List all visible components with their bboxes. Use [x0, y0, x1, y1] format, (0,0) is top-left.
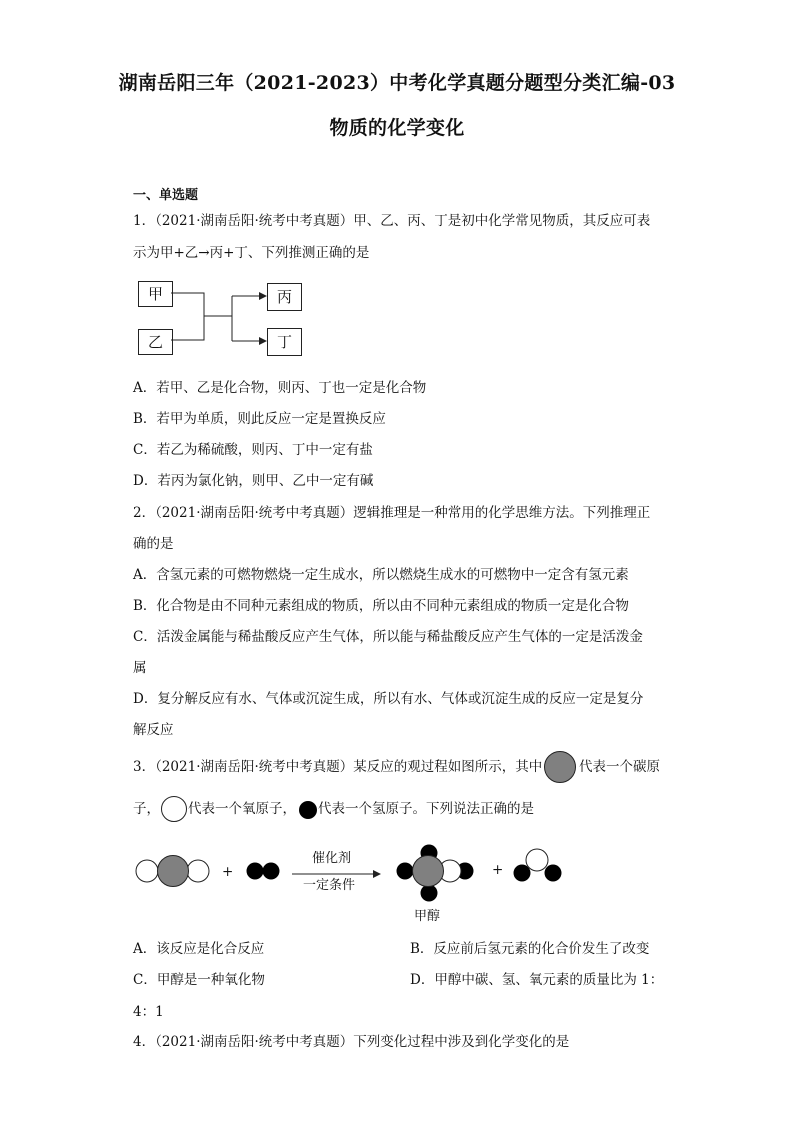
q1-stem-line2: 示为甲+乙→丙+丁、下列推测正确的是 [133, 245, 370, 261]
methanol-molecule [397, 845, 474, 902]
hydrogen-atom-icon [297, 799, 319, 821]
q3-option-d-line2: 4：1 [133, 1004, 164, 1020]
q3-option-c: C．甲醇是一种氧化物 [133, 972, 265, 988]
q3-option-d-line1: D．甲醇中碳、氢、氧元素的质量比为 1： [410, 972, 664, 988]
q2-option-b: B．化合物是由不同种元素组成的物质，所以由不同种元素组成的物质一定是化合物 [133, 598, 629, 614]
q2-option-c-line1: C．活泼金属能与稀盐酸反应产生气体，所以能与稀盐酸反应产生气体的一定是活泼金 [133, 629, 643, 645]
q3-stem-part1: 3．（2021·湖南岳阳·统考中考真题）某反应的观过程如图所示，其中 [133, 759, 543, 775]
q2-option-d-line2: 解反应 [133, 722, 174, 738]
q1-option-b: B．若甲为单质，则此反应一定是置换反应 [133, 411, 386, 427]
plus-sign-1: + [222, 864, 234, 880]
q3-stem-part4: 代表一个氧原子， [188, 801, 296, 817]
document-title-line1: 湖南岳阳三年（2021-2023）中考化学真题分题型分类汇编-03 [118, 72, 676, 94]
water-molecule [514, 849, 562, 882]
q2-stem-line1: 2．（2021·湖南岳阳·统考中考真题）逻辑推理是一种常用的化学思维方法。下列推理正 [133, 505, 651, 521]
q2-option-a: A．含氢元素的可燃物燃烧一定生成水，所以燃烧生成水的可燃物中一定含有氢元素 [133, 567, 629, 583]
q3-option-a: A．该反应是化合反应 [133, 941, 265, 957]
q1-option-c: C．若乙为稀硫酸，则丙、丁中一定有盐 [133, 442, 373, 458]
diagram-connector-lines [170, 285, 270, 357]
q4-stem-line1: 4．（2021·湖南岳阳·统考中考真题）下列变化过程中涉及到化学变化的是 [133, 1034, 570, 1050]
diagram-box-yi: 乙 [138, 329, 173, 355]
h2-molecule [247, 863, 280, 880]
diagram-box-jia: 甲 [138, 281, 173, 307]
q1-option-a: A．若甲、乙是化合物，则丙、丁也一定是化合物 [133, 380, 427, 396]
catalyst-label: 催化剂 [312, 851, 352, 866]
q2-option-c-line2: 属 [133, 660, 147, 676]
plus-sign-2: + [492, 862, 504, 878]
diagram-box-ding: 丁 [267, 328, 302, 356]
q2-option-d-line1: D．复分解反应有水、气体或沉淀生成，所以有水、气体或沉淀生成的反应一定是复分 [133, 691, 644, 707]
q3-option-b: B．反应前后氢元素的化合价发生了改变 [410, 941, 650, 957]
carbon-atom-icon [543, 750, 577, 784]
q1-stem-line1: 1．（2021·湖南岳阳·统考中考真题）甲、乙、丙、丁是初中化学常见物质，其反应可表 [133, 213, 651, 229]
co2-molecule [136, 856, 209, 887]
section-heading: 一、单选题 [133, 188, 199, 203]
q3-stem-part2: 代表一个碳原 [579, 759, 660, 775]
condition-label: 一定条件 [303, 878, 356, 893]
diagram-box-bing: 丙 [267, 283, 302, 311]
document-title-line2: 物质的化学变化 [329, 117, 465, 139]
methanol-label: 甲醇 [414, 909, 441, 924]
q3-stem-part5: 代表一个氢原子。下列说法正确的是 [318, 801, 534, 817]
q3-stem-part3: 子， [133, 801, 160, 817]
q2-stem-line2: 确的是 [133, 536, 174, 552]
oxygen-atom-icon [160, 795, 188, 823]
q1-option-d: D．若丙为氯化钠，则甲、乙中一定有碱 [133, 473, 374, 489]
